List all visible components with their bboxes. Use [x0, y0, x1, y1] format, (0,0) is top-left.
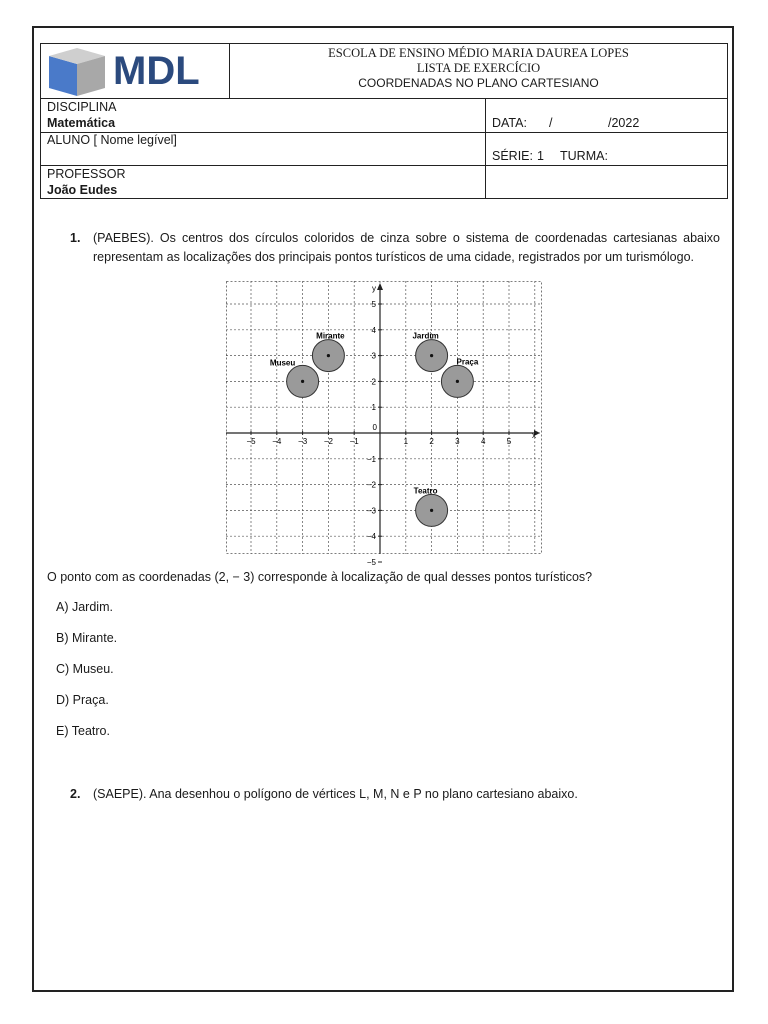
student-label: ALUNO [ Nome legível]	[47, 133, 177, 147]
option-c[interactable]: C) Museu.	[56, 662, 114, 676]
header-divider	[41, 98, 727, 99]
option-b[interactable]: B) Mirante.	[56, 631, 118, 645]
date-label: DATA:	[492, 116, 527, 130]
discipline-value: Matemática	[47, 116, 116, 130]
option-e[interactable]: E) Teatro.	[56, 724, 110, 738]
teacher-value: João Eudes	[47, 183, 118, 197]
y-axis-label: y	[372, 284, 376, 293]
date-year: /2022	[608, 116, 640, 130]
point-label-jardim: Jardim	[412, 331, 439, 341]
grade-label: SÉRIE:	[492, 149, 533, 163]
question1-text: (PAEBES). Os centros dos círculos coloridos de cinza sobre o sistema de coordenadas cartesianas abaixo representam as localizações dos principais pontos turísticos de uma cidade, registrados por um turismólogo.	[93, 231, 720, 264]
x-tick-label: −1	[349, 437, 359, 446]
x-tick-label: 3	[455, 437, 460, 446]
y-axis-arrow	[377, 283, 383, 290]
x-tick-label: 5	[506, 437, 512, 446]
point-label-teatro: Teatro	[413, 486, 438, 496]
x-tick-label: −3	[298, 437, 308, 446]
grid-border	[227, 282, 542, 554]
subject-title: COORDENADAS NO PLANO CARTESIANO	[358, 76, 599, 90]
list-title: LISTA DE EXERCÍCIO	[416, 61, 541, 75]
cartesian-plane	[226, 281, 542, 567]
x-tick-label: −2	[323, 437, 333, 446]
question1-prompt: O ponto com as coordenadas (2, − 3) corresponde à localização de qual desses pontos turísticos?	[47, 570, 593, 584]
point-center-praça	[456, 380, 459, 383]
x-axis-label: x	[532, 431, 536, 440]
logo-text: MDL	[113, 49, 200, 93]
y-tick-label: 4	[371, 325, 376, 335]
date-slash: /	[549, 116, 553, 130]
point-center-teatro	[430, 509, 433, 512]
header-column-divider	[485, 98, 486, 198]
y-tick-label: 1	[371, 403, 376, 413]
x-tick-label: −4	[272, 437, 282, 446]
question2-number: 2.	[70, 787, 81, 801]
x-tick-label: 4	[480, 437, 486, 446]
point-label-museu: Museu	[269, 358, 296, 368]
header-table	[40, 43, 728, 199]
discipline-label: DISCIPLINA	[47, 100, 117, 114]
question1-number: 1.	[70, 231, 81, 245]
y-tick-label: −1	[366, 454, 376, 464]
question2-text: (SAEPE). Ana desenhou o polígono de vértices L, M, N e P no plano cartesiano abaixo.	[93, 787, 578, 801]
y-tick-label: 2	[371, 377, 376, 387]
x-tick-label: 2	[429, 437, 434, 446]
origin-label: 0	[372, 423, 377, 432]
y-tick-label: 3	[371, 351, 376, 361]
y-tick-label: −3	[366, 506, 376, 516]
grade-value: 1	[537, 149, 544, 163]
x-tick-label: 1	[403, 437, 409, 446]
point-label-praça: Praça	[456, 357, 479, 367]
y-tick-label: −2	[366, 480, 376, 490]
point-center-jardim	[430, 354, 433, 357]
teacher-label: PROFESSOR	[47, 167, 126, 181]
point-center-museu	[301, 380, 304, 383]
class-label: TURMA:	[560, 149, 608, 163]
point-center-mirante	[327, 354, 330, 357]
school-logo	[41, 44, 230, 98]
option-d[interactable]: D) Praça.	[56, 693, 109, 707]
school-name: ESCOLA DE ENSINO MÉDIO MARIA DAUREA LOPES	[328, 46, 629, 60]
school-cell	[230, 44, 727, 98]
x-tick-label: −5	[246, 437, 256, 446]
y-tick-label: 5	[371, 300, 376, 309]
header-divider	[41, 165, 727, 166]
option-a[interactable]: A) Jardim.	[56, 600, 113, 614]
point-label-mirante: Mirante	[316, 331, 345, 341]
y-tick-label: −5	[366, 558, 376, 567]
logo-cell	[41, 44, 230, 98]
y-tick-label: −4	[366, 532, 376, 542]
